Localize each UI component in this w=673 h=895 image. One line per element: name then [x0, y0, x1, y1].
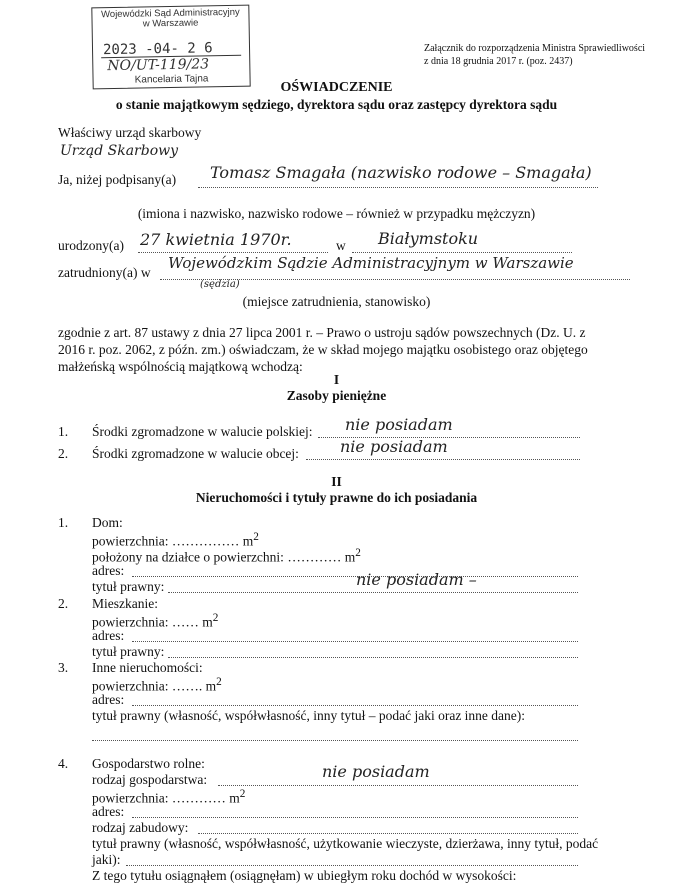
- s1-item1-label: Środki zgromadzone w walucie polskiej:: [92, 424, 313, 439]
- other-title-line: [92, 740, 578, 741]
- flat-title-label: tytuł prawny:: [92, 644, 165, 659]
- document-title: OŚWIADCZENIE: [280, 80, 393, 95]
- flat-num: 2.: [58, 596, 69, 611]
- s1-item2-line: [306, 459, 580, 460]
- farm-addr: adres:: [92, 804, 125, 819]
- other-addr-line: [132, 705, 578, 706]
- tax-office-value: Urząd Skarbowy: [60, 143, 179, 159]
- signed-value: Tomasz Smagała (nazwisko rodowe – Smagała): [210, 163, 592, 182]
- other-addr: adres:: [92, 692, 125, 707]
- farm-type-line: [218, 785, 578, 786]
- farm-title-label2: jaki):: [92, 852, 121, 867]
- s1-item1-num: 1.: [58, 424, 69, 439]
- flat-addr: adres:: [92, 628, 125, 643]
- farm-num: 4.: [58, 756, 69, 771]
- dom-title-value: nie posiadam –: [356, 570, 477, 589]
- dom-plot: położony na działce o powierzchni: ………… $m^2$: [92, 547, 361, 565]
- employed-label: zatrudniony(a) w: [58, 265, 151, 280]
- dom-addr-line: [132, 576, 578, 577]
- dom-title-label: tytuł prawny:: [92, 579, 165, 594]
- born-date: 27 kwietnia 1970r.: [140, 230, 292, 249]
- section1-numeral: I: [333, 372, 340, 387]
- farm-type-value: nie posiadam: [322, 762, 430, 781]
- stamp-court-line1: Wojewódzki Sąd Administracyjny: [100, 6, 240, 21]
- farm-title: Gospodarstwo rolne:: [92, 756, 205, 771]
- s1-item2-label: Środki zgromadzone w walucie obcej:: [92, 446, 299, 461]
- farm-title-line: [126, 865, 578, 866]
- born-label: urodzony(a): [58, 238, 124, 253]
- flat-title-line: [168, 657, 578, 658]
- name-caption: (imiona i nazwisko, nazwisko rodowe – również w przypadku mężczyzn): [137, 206, 536, 221]
- s1-item2-num: 2.: [58, 446, 69, 461]
- s1-item1-value: nie posiadam: [345, 415, 453, 434]
- employment-caption: (miejsce zatrudnienia, stanowisko): [242, 294, 431, 309]
- farm-area: powierzchnia: ………… $m^2$: [92, 788, 246, 806]
- flat-addr-line: [132, 641, 578, 642]
- flat-area: powierzchnia: …… $m^2$: [92, 612, 219, 630]
- intro-line-2: 2016 r. poz. 2062, z późn. zm.) oświadczam, że w skład mojego majątku osobistego oraz objętego: [58, 342, 588, 357]
- farm-income: Z tego tytułu osiągnąłem (osiągnęłam) w ubiegłym roku dochód w wysokości:: [92, 868, 517, 883]
- signed-dotted-line: [198, 187, 598, 188]
- intro-line-3: małżeńską wspólnością majątkową wchodzą:: [58, 359, 303, 374]
- section2-heading: Nieruchomości i tytuły prawne do ich posiadania: [195, 490, 478, 505]
- stamp-court-line2: w Warszawie: [142, 17, 199, 30]
- flat-title: Mieszkanie:: [92, 596, 158, 611]
- dom-num: 1.: [58, 515, 69, 530]
- other-title-label: tytuł prawny (własność, współwłasność, inny tytuł – podać jaki oraz inne dane):: [92, 708, 526, 723]
- registry-stamp: [91, 5, 250, 90]
- intro-paragraph: [58, 324, 588, 375]
- born-date-line: [138, 252, 328, 253]
- stamp-date: 2023 -04- 2 6: [102, 40, 213, 59]
- s1-item2-value: nie posiadam: [340, 437, 448, 456]
- dom-title-line: [168, 592, 578, 593]
- dom-area: powierzchnia: …………… $m^2$: [92, 531, 259, 549]
- stamp-reference: NO/UT-119/23: [107, 56, 210, 75]
- dom-title: Dom:: [92, 515, 123, 530]
- other-area: powierzchnia: ……. $m^2$: [92, 676, 222, 694]
- employed-value: Wojewódzkim Sądzie Administracyjnym w Warszawie: [168, 254, 574, 272]
- farm-title-label: tytuł prawny (własność, współwłasność, użytkowanie wieczyste, dzierżawa, inny tytuł, podać: [92, 836, 599, 851]
- born-place: Białymstoku: [378, 229, 479, 248]
- farm-addr-line: [132, 817, 578, 818]
- tax-office-label: Właściwy urząd skarbowy: [58, 125, 202, 140]
- annex-line2: z dnia 18 grudnia 2017 r. (poz. 2437): [424, 56, 573, 67]
- annex-line1: Załącznik do rozporządzenia Ministra Sprawiedliwości: [424, 43, 646, 54]
- farm-type-label: rodzaj gospodarstwa:: [92, 772, 208, 787]
- intro-line-1: zgodnie z art. 87 ustawy z dnia 27 lipca 2001 r. – Prawo o ustroju sądów powszechnych (Dz. U. z: [58, 325, 586, 340]
- signed-label: Ja, niżej podpisany(a): [58, 172, 177, 187]
- document-subtitle: o stanie majątkowym sędziego, dyrektora sądu oraz zastępcy dyrektora sądu: [115, 97, 558, 112]
- farm-buildings: rodzaj zabudowy:: [92, 820, 189, 835]
- born-place-line: [352, 252, 572, 253]
- other-num: 3.: [58, 660, 69, 675]
- dom-addr: adres:: [92, 563, 125, 578]
- section1-heading: Zasoby pieniężne: [286, 388, 387, 403]
- stamp-office: Kancelaria Tajna: [134, 73, 209, 86]
- other-title: Inne nieruchomości:: [92, 660, 203, 675]
- annex-note: [424, 42, 645, 68]
- born-in-label: w: [336, 238, 346, 253]
- employed-role: (sędzia): [200, 279, 240, 290]
- farm-buildings-line: [198, 833, 578, 834]
- section2-numeral: II: [331, 474, 342, 489]
